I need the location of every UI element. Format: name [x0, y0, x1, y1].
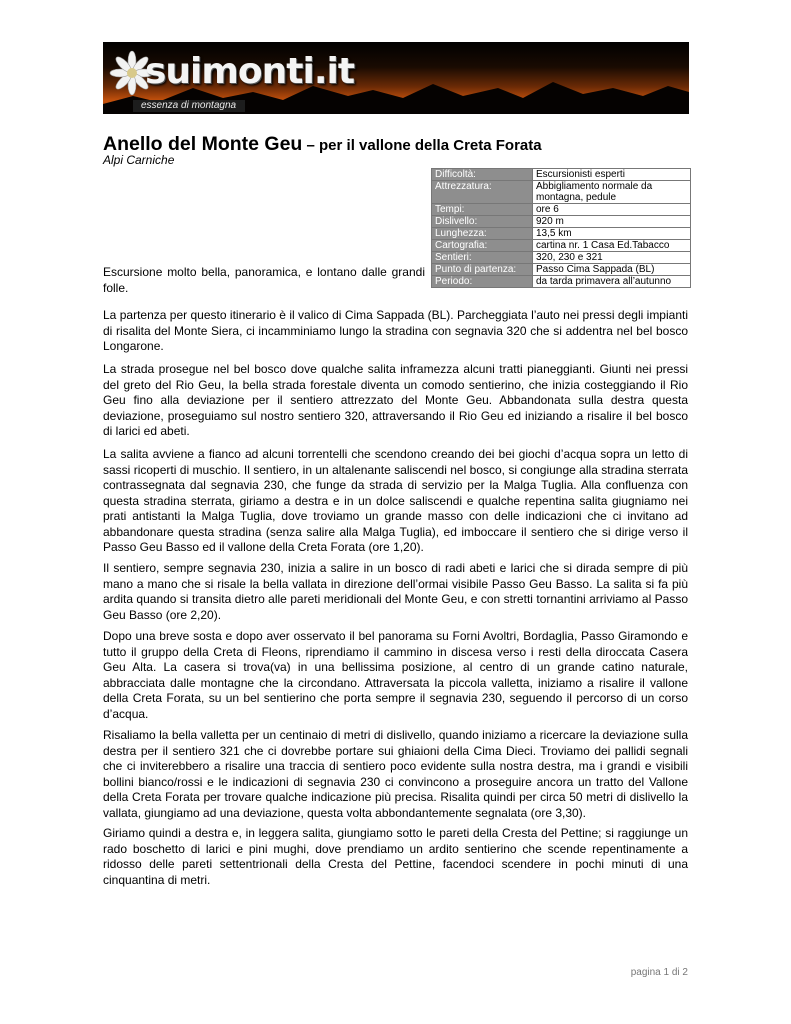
body-paragraph: Dopo una breve sosta e dopo aver osservato il bel panorama su Forni Avoltri, Bordaglia, Passo Giramondo e tutto il gruppo della Creta di Fleons, riprendiamo il cammino in discesa verso i resti della diroccata Casera Geu Alta. La casera si trova(va) in una bellissima posizione, al centro di un grande catino naturale, abbracciata dalle montagne che la circondano. Attraversata la piccola valletta, iniziamo a risalire il vallone della Creta Forata, su un bel sentierino che porta sempre il segnavia 230, seguendo il percorso di un corso d’acqua.: [103, 629, 688, 721]
intro-paragraph: Escursione molto bella, panoramica, e lontano dalle grandi folle.: [103, 265, 425, 295]
info-row: [432, 276, 691, 288]
info-value: cartina nr. 1 Casa Ed.Tabacco: [533, 240, 691, 252]
site-tagline: essenza di montagna: [133, 100, 245, 112]
info-row: [432, 204, 691, 216]
info-label: Lunghezza:: [432, 228, 533, 240]
body-paragraph: Il sentiero, sempre segnavia 230, inizia a salire in un bosco di radi abeti e larici che si dirada sempre di più mano a mano che si risale la bella vallata in direzione dell’ormai visibile Passo Geu Basso. La salita si fa più ardita quando si transita dietro alle pareti meridionali del Monte Geu, e con stretti tornantini arriviamo al Passo Geu Basso (ore 2,20).: [103, 561, 688, 622]
info-row: [432, 264, 691, 276]
info-row: [432, 216, 691, 228]
info-value: 13,5 km: [533, 228, 691, 240]
region-label: Alpi Carniche: [103, 153, 175, 167]
body-paragraph: La partenza per questo itinerario è il valico di Cima Sappada (BL). Parcheggiata l’auto nei pressi degli impianti di risalita del Monte Siera, ci incamminiamo lungo la stradina con segnavia 320 che si addentra nel bel bosco Longarone.: [103, 308, 688, 354]
info-label: Difficoltà:: [432, 169, 533, 181]
info-value: ore 6: [533, 204, 691, 216]
info-row: [432, 169, 691, 181]
site-logo-text: suimonti.it: [145, 51, 355, 92]
info-value: da tarda primavera all’autunno: [533, 276, 691, 288]
info-label: Attrezzatura:: [432, 181, 533, 204]
site-banner[interactable]: [103, 42, 689, 114]
info-label: Sentieri:: [432, 252, 533, 264]
body-paragraph: Giriamo quindi a destra e, in leggera salita, giungiamo sotto le pareti della Cresta del Pettine; si raggiunge un rado boschetto di larici e pini mughi, dove prendiamo un ardito sentierino che scende repentinamente a ridosso delle pareti settentrionali della Cresta del Pettine, facendoci scendere in pochi minuti di una cinquantina di metri.: [103, 826, 688, 887]
body-paragraph: La salita avviene a fianco ad alcuni torrentelli che scendono creando dei bei giochi d’acqua sopra un letto di sassi ricoperti di muschio. Il sentiero, in un altalenante saliscendi nel bosco, si congiunge alla stradina sterrata contrassegnata dal segnavia 230, che funge da strada di servizio per la Malga Tuglia. Alla confluenza con questa stradina sterrata, giriamo a destra e in un dolce saliscendi e qualche repentina salita giugniamo nei prati antistanti la Malga Tuglia, dove troviamo un grande masso con delle indicazioni che ci invitano ad abbandonare questa stradina (senza salire alla Malga Tuglia), ed imboccare il sentiero che si dirige verso il Passo Geu Basso ed il vallone della Creta Forata (ore 1,20).: [103, 447, 688, 555]
info-row: [432, 252, 691, 264]
info-row: [432, 228, 691, 240]
page-number: pagina 1 di 2: [630, 967, 688, 978]
info-label: Periodo:: [432, 276, 533, 288]
title-subtitle: – per il vallone della Creta Forata: [302, 137, 542, 154]
info-label: Cartografia:: [432, 240, 533, 252]
info-label: Punto di partenza:: [432, 264, 533, 276]
info-value: 920 m: [533, 216, 691, 228]
info-value: Abbigliamento normale da montagna, pedule: [533, 181, 691, 204]
body-paragraph: La strada prosegue nel bel bosco dove qualche salita inframezza alcuni tratti pianeggianti. Giunti nei pressi del greto del Rio Geu, la bella strada forestale diventa un comodo sentierino, che inizia costeggiando il Rio Geu fino alla deviazione per il sentiero attrezzato del Monte Geu. Abbandonata sulla destra questa deviazione, proseguiamo sul nostro sentiero 320, attraversando il Rio Geu ed iniziando a risalire il bel bosco di larici ed abeti.: [103, 362, 688, 439]
body-paragraph: Risaliamo la bella valletta per un centinaio di metri di dislivello, quando iniziamo a ricercare la deviazione sulla destra per il sentiero 321 che ci dovrebbe portare sui ghiaioni della Cima Dieci. Troviamo dei pallidi segnali che ci inviterebbero a risalire una traccia di sentiero poco evidente sulla nostra destra, ma i grandi e visibili bollini bianco/rossi e le indicazioni di segnavia 230 ci convincono a proseguire ancora un tratto del Vallone della Creta Forata per trovare qualche indicazione più precisa. Risalita quindi per circa 50 metri di dislivello la vallata, giungiamo ad una deviazione, questa volta abbondantemente segnalata (ore 3,30).: [103, 728, 688, 820]
info-value: Passo Cima Sappada (BL): [533, 264, 691, 276]
info-label: Tempi:: [432, 204, 533, 216]
info-value: 320, 230 e 321: [533, 252, 691, 264]
info-row: [432, 240, 691, 252]
info-table: [431, 168, 691, 288]
info-label: Dislivello:: [432, 216, 533, 228]
info-row: [432, 181, 691, 204]
info-value: Escursionisti esperti: [533, 169, 691, 181]
title-main: Anello del Monte Geu: [103, 133, 303, 155]
